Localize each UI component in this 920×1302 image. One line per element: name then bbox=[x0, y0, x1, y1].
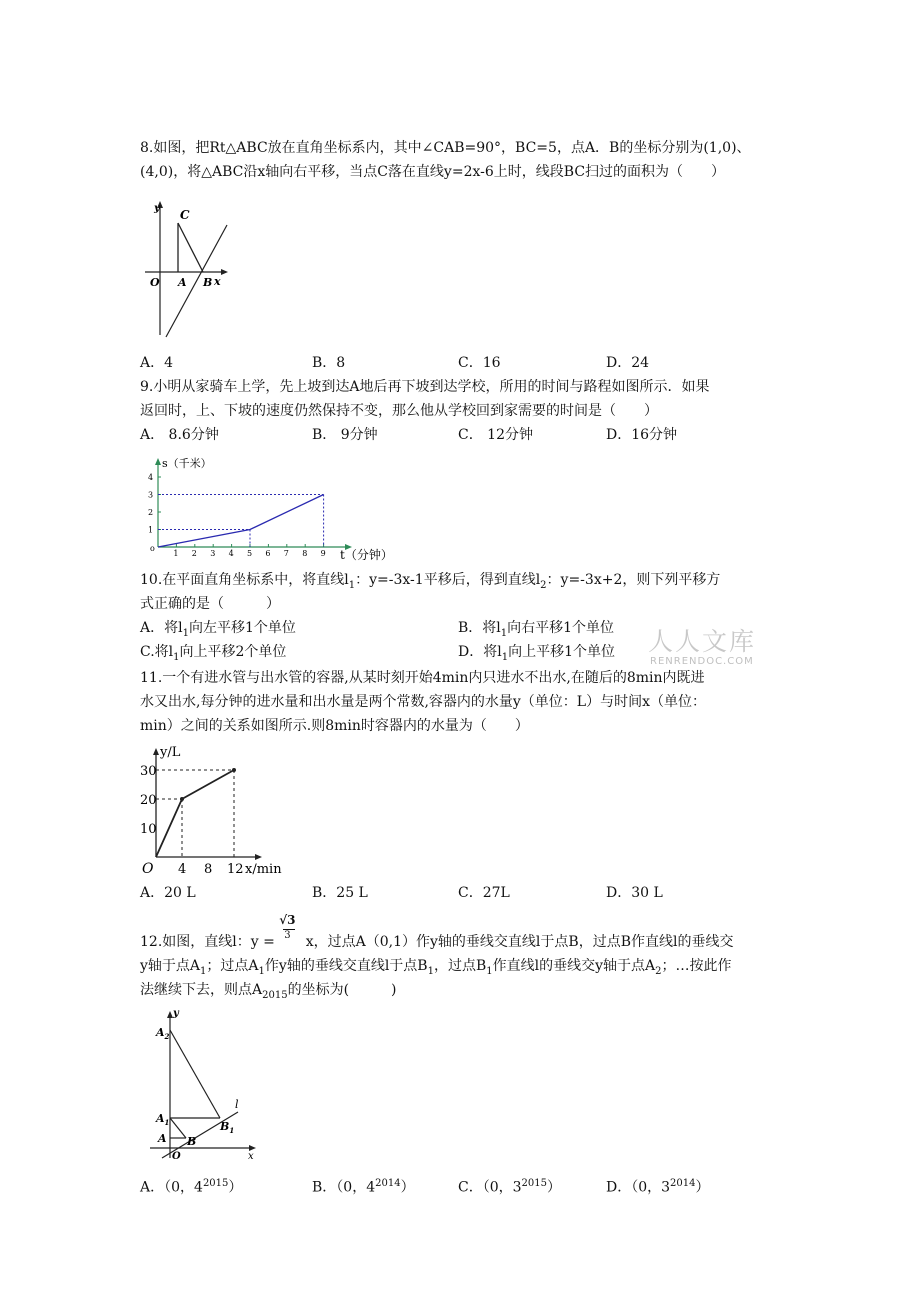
q9-x-tick-label: 2 bbox=[191, 549, 197, 558]
q9-y-tick-label: 3 bbox=[148, 490, 154, 500]
q12-optA-end: ） bbox=[228, 1179, 243, 1196]
q11-option-b[interactable]: B．25 L bbox=[312, 885, 368, 901]
q8-y-label: y bbox=[154, 203, 160, 214]
q12-optB-text: B．（0，4 bbox=[312, 1179, 376, 1196]
q10-optB-pre: B．将l bbox=[458, 620, 501, 636]
q8-x-label: x bbox=[214, 275, 221, 288]
q9-x-tick-label: 9 bbox=[320, 549, 326, 558]
q9-y-label: s（千米） bbox=[162, 457, 212, 470]
q8-figure bbox=[140, 195, 250, 345]
q8-b-label: B bbox=[203, 276, 213, 289]
q10-optC-sub: 1 bbox=[173, 651, 180, 663]
q11-volume-line bbox=[156, 770, 234, 857]
q10-optB-sub: 1 bbox=[500, 627, 508, 639]
q10-line1-post: ：y=-3x+2，则下列平移方 bbox=[546, 572, 721, 588]
q9-distance-line bbox=[158, 495, 324, 548]
q10-line1-pre: 10.在平面直角坐标系中，将直线l bbox=[140, 572, 349, 588]
q9-line1: 9.小明从家骑车上学，先上坡到达A地后再下坡到达学校，所用的时间与路程如图所示．如果 bbox=[140, 379, 710, 395]
q12-l2-s4: 1 bbox=[486, 965, 493, 977]
q11-line3: min）之间的关系如图所示.则8min时容器内的水量为（ ） bbox=[140, 718, 529, 734]
q12-optB-sup: 2014 bbox=[375, 1178, 401, 1189]
q12-optD-end: ） bbox=[695, 1179, 710, 1196]
q12-a-label: A bbox=[158, 1132, 167, 1145]
q10-optC-post: 向上平移2个单位 bbox=[179, 644, 287, 660]
q11-y-tick-label: 10 bbox=[140, 822, 157, 837]
q12-optD-sup: 2014 bbox=[670, 1178, 696, 1189]
q9-x-tick-label: 6 bbox=[265, 549, 271, 558]
q12-l3-a: 法继续下去，则点A bbox=[140, 982, 263, 998]
q12-optC-end: ） bbox=[546, 1179, 561, 1196]
q9-option-d[interactable]: D．16分钟 bbox=[606, 427, 678, 443]
q9-x-tick-label: 4 bbox=[228, 549, 234, 558]
q12-optC-sup: 2015 bbox=[521, 1178, 547, 1189]
q12-l3-b: 的坐标为( ) bbox=[287, 982, 397, 998]
q12-optB-end: ） bbox=[400, 1179, 415, 1196]
q12-l2-f: ；…按此作 bbox=[661, 958, 732, 974]
q12-option-d[interactable] bbox=[606, 1174, 710, 1198]
q11-y-tick-label: 30 bbox=[140, 764, 157, 779]
q12-formula-pre: 12.如图，直线l：y = bbox=[140, 934, 275, 950]
q12-l2-s3: 1 bbox=[427, 965, 434, 977]
q10-optA-post: 向左平移1个单位 bbox=[188, 620, 296, 636]
q12-optD-text: D．（0，3 bbox=[606, 1179, 671, 1196]
q10-sub1: 1 bbox=[348, 579, 356, 591]
q12-figure bbox=[140, 1008, 260, 1163]
q11-point bbox=[180, 797, 184, 801]
q8-a-label: A bbox=[178, 276, 187, 289]
watermark-main: 人人文库 bbox=[648, 627, 757, 656]
q11-x-tick-label: 4 bbox=[178, 862, 187, 877]
q8-option-c[interactable]: C．16 bbox=[458, 355, 501, 371]
q11-line1: 11.一个有进水管与出水管的容器,从某时刻开始4min内只进水不出水,在随后的8min内既进 bbox=[140, 670, 705, 686]
q12-b-label: B bbox=[187, 1135, 197, 1148]
q10-optD-sub: 1 bbox=[501, 651, 509, 663]
q11-line2: 水又出水,每分钟的进水量和出水量是两个常数,容器内的水量y（单位：L）与时间x（单位： bbox=[140, 694, 706, 710]
q12-l2-a: y轴于点A bbox=[140, 958, 201, 974]
q11-y-label: y/L bbox=[160, 745, 181, 760]
q12-l2-s2: 1 bbox=[258, 965, 265, 977]
q12-option-c[interactable] bbox=[458, 1174, 561, 1198]
q12-l-label: l bbox=[235, 1098, 239, 1111]
q11-origin-label: O bbox=[142, 861, 154, 877]
q11-x-tick-label: 8 bbox=[204, 862, 213, 877]
q12-line2 bbox=[140, 956, 732, 982]
q12-x-label: x bbox=[248, 1151, 254, 1162]
q12-optC-text: C．（0，3 bbox=[458, 1179, 522, 1196]
q12-formula-post: x，过点A（0,1）作y轴的垂线交直线l于点B，过点B作直线l的垂线交 bbox=[305, 934, 734, 950]
q10-optA-pre: A．将l bbox=[140, 620, 183, 636]
q9-x-tick-label: 3 bbox=[210, 549, 216, 558]
q8-line1: 8.如图，把Rt△ABC放在直角坐标系内，其中∠CAB=90°，BC=5，点A．B的坐标分别为(1,0)、 bbox=[140, 140, 751, 156]
q8-option-d[interactable]: D．24 bbox=[606, 355, 650, 371]
q10-option-b[interactable] bbox=[458, 618, 614, 644]
q10-sub2: 2 bbox=[540, 579, 547, 591]
q9-x-label: t（分钟） bbox=[340, 548, 393, 562]
q10-optB-post: 向右平移1个单位 bbox=[507, 620, 615, 636]
q12-optA-sup: 2015 bbox=[202, 1178, 229, 1189]
q9-option-a[interactable]: A． 8.6分钟 bbox=[140, 427, 219, 443]
q8-option-b[interactable]: B．8 bbox=[312, 355, 346, 371]
q9-x-tick-label: 5 bbox=[247, 549, 253, 558]
q9-x-tick-label: 7 bbox=[283, 549, 289, 558]
q8-o-label: O bbox=[150, 276, 160, 289]
q10-optD-pre: D．将l bbox=[458, 644, 502, 660]
q9-origin-label: o bbox=[150, 544, 155, 553]
q12-l2-s5: 2 bbox=[655, 965, 662, 977]
q11-chart bbox=[140, 742, 290, 877]
q11-point bbox=[232, 768, 236, 772]
q11-y-tick-label: 20 bbox=[140, 793, 157, 808]
q12-b1-label: $B_1$ bbox=[220, 1120, 235, 1135]
q9-chart bbox=[140, 452, 400, 564]
q12-y-label: y bbox=[173, 1008, 179, 1019]
q9-y-tick-label: 1 bbox=[148, 525, 154, 535]
q9-x-tick-label: 1 bbox=[173, 549, 179, 558]
q10-line1-mid: ：y=-3x-1平移后，得到直线l bbox=[355, 572, 541, 588]
q12-l2-c: 作y轴的垂线交直线l于点B bbox=[264, 958, 428, 974]
q10-line2: 式正确的是（ ） bbox=[140, 596, 280, 612]
q12-a1-label: $A_1$ bbox=[156, 1112, 170, 1127]
q12-fraction-denominator: 3 bbox=[284, 930, 291, 941]
q8-line2: (4,0)，将△ABC沿x轴向右平移，当点C落在直线y=2x-6上时，线段BC扫过的面积为（ ） bbox=[140, 164, 726, 180]
q9-option-b[interactable]: B． 9分钟 bbox=[312, 427, 378, 443]
q11-option-c[interactable]: C．27L bbox=[458, 885, 510, 901]
q10-optA-sub: 1 bbox=[182, 627, 189, 639]
q12-line1 bbox=[140, 913, 734, 952]
q12-l2-d: ，过点B bbox=[433, 958, 487, 974]
q12-option-a[interactable] bbox=[140, 1174, 242, 1198]
q12-l3-s: 2015 bbox=[262, 989, 288, 1001]
q9-y-tick-label: 2 bbox=[148, 508, 154, 517]
q12-l2-b: ；过点A bbox=[206, 958, 259, 974]
q12-fraction bbox=[279, 913, 301, 952]
q12-a2-label: $A_2$ bbox=[156, 1026, 170, 1041]
q8-c-label: C bbox=[180, 208, 190, 222]
q9-option-c[interactable]: C． 12分钟 bbox=[458, 427, 533, 443]
q9-x-tick-label: 8 bbox=[302, 549, 308, 558]
q12-o-label: O bbox=[172, 1151, 181, 1162]
q12-l2-s1: 1 bbox=[200, 965, 207, 977]
q12-option-b[interactable] bbox=[312, 1174, 415, 1198]
q11-option-a[interactable]: A．20 L bbox=[140, 885, 196, 901]
q12-line3 bbox=[140, 980, 397, 1006]
q11-x-label: x/min bbox=[245, 862, 282, 877]
q10-line1 bbox=[140, 570, 720, 596]
q12-optA-text: A．（0，4 bbox=[140, 1179, 203, 1196]
q10-option-a[interactable] bbox=[140, 618, 296, 644]
q11-x-tick-label: 12 bbox=[227, 862, 244, 877]
q8-option-a[interactable]: A．4 bbox=[140, 355, 174, 371]
q10-optC-pre: C.将l bbox=[140, 644, 174, 660]
q11-option-d[interactable]: D．30 L bbox=[606, 885, 663, 901]
q9-line2: 返回时，上、下坡的速度仍然保持不变，那么他从学校回到家需要的时间是（ ） bbox=[140, 403, 658, 419]
q10-option-c[interactable] bbox=[140, 642, 286, 668]
q9-y-tick-label: 4 bbox=[148, 473, 154, 482]
watermark bbox=[648, 622, 756, 667]
q10-optD-post: 向上平移1个单位 bbox=[508, 644, 615, 660]
q10-option-d[interactable] bbox=[458, 642, 615, 668]
q12-fraction-numerator: √3 bbox=[279, 913, 296, 927]
q12-l2-e: 作直线l的垂线交y轴于点A bbox=[492, 958, 656, 974]
watermark-sub: RENRENDOC.COM bbox=[650, 656, 754, 667]
